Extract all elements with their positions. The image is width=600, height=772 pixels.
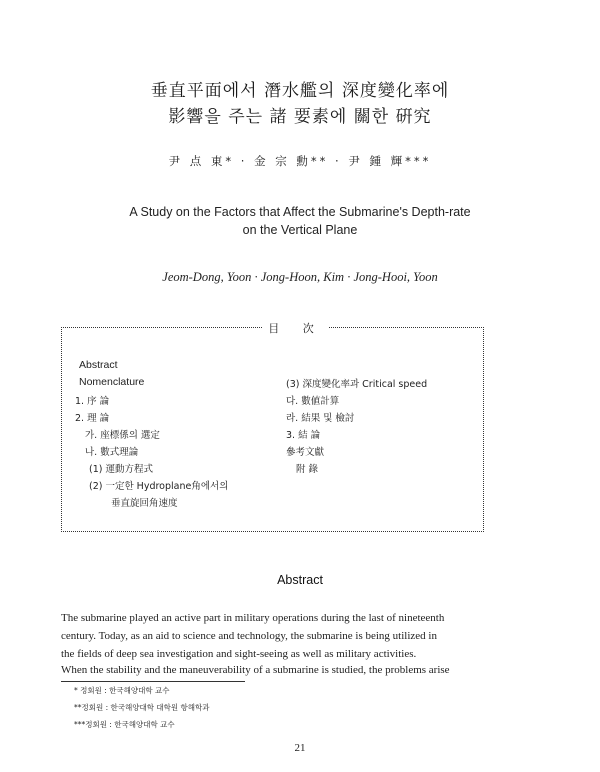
page-number: 21 [294,742,306,754]
korean-authors: 尹 点 東* · 金 宗 勳** · 尹 鍾 輝*** [168,154,432,168]
abstract-line: When the stability and the maneuverability of a submarine is studied, the problems arise [61,664,450,676]
toc-item: 2. 理 論 [75,413,110,424]
toc-item: 附 錄 [296,464,319,475]
toc-item: 參考文獻 [286,447,325,458]
toc-item: Abstract [79,359,118,371]
toc-item: Nomenclature [79,376,145,388]
toc-item: 라. 結果 및 檢討 [286,413,355,424]
footnote: **정회원 : 한국해양대학 대학원 항해학과 [74,703,210,712]
english-title-line-1: A Study on the Factors that Affect the Submarine's Depth-rate [129,205,471,219]
korean-title-line-2: 影響을 주는 諸 要素에 關한 硏究 [168,107,432,127]
english-authors: Jeom-Dong, Yoon · Jong-Hoon, Kim · Jong-Hooi, Yoon [162,270,438,284]
footnote: * 정회원 : 한국해양대학 교수 [74,686,170,695]
abstract-line: century. Today, as an aid to science and technology, the submarine is being utilized in [61,630,437,642]
toc-item: 1. 序 論 [75,396,110,407]
korean-title-line-1: 垂直平面에서 潛水艦의 深度變化率에 [150,81,450,101]
toc-item: (1) 運動方程式 [89,464,153,475]
english-title-line-2: on the Vertical Plane [242,223,358,237]
abstract-heading: Abstract [277,573,323,587]
toc-heading: 目 次 [263,320,329,336]
abstract-line: the fields of deep sea investigation and sight-seeing as well as military activities. [61,648,417,660]
footnote: ***정회원 : 한국해양대학 교수 [74,720,175,729]
footnote-rule [61,681,245,682]
toc-item: 가. 座標係의 選定 [85,430,160,441]
toc-item: 3. 結 論 [286,430,321,441]
toc-item: (3) 深度變化率과 Critical speed [286,379,428,390]
toc-item: 垂直旋回角速度 [111,498,178,509]
toc-item: 다. 數値計算 [286,396,340,407]
toc-item: 나. 數式理論 [85,447,139,458]
toc-item: (2) 一定한 Hydroplane角에서의 [89,481,229,492]
abstract-line: The submarine played an active part in military operations during the last of nineteenth [61,612,445,624]
